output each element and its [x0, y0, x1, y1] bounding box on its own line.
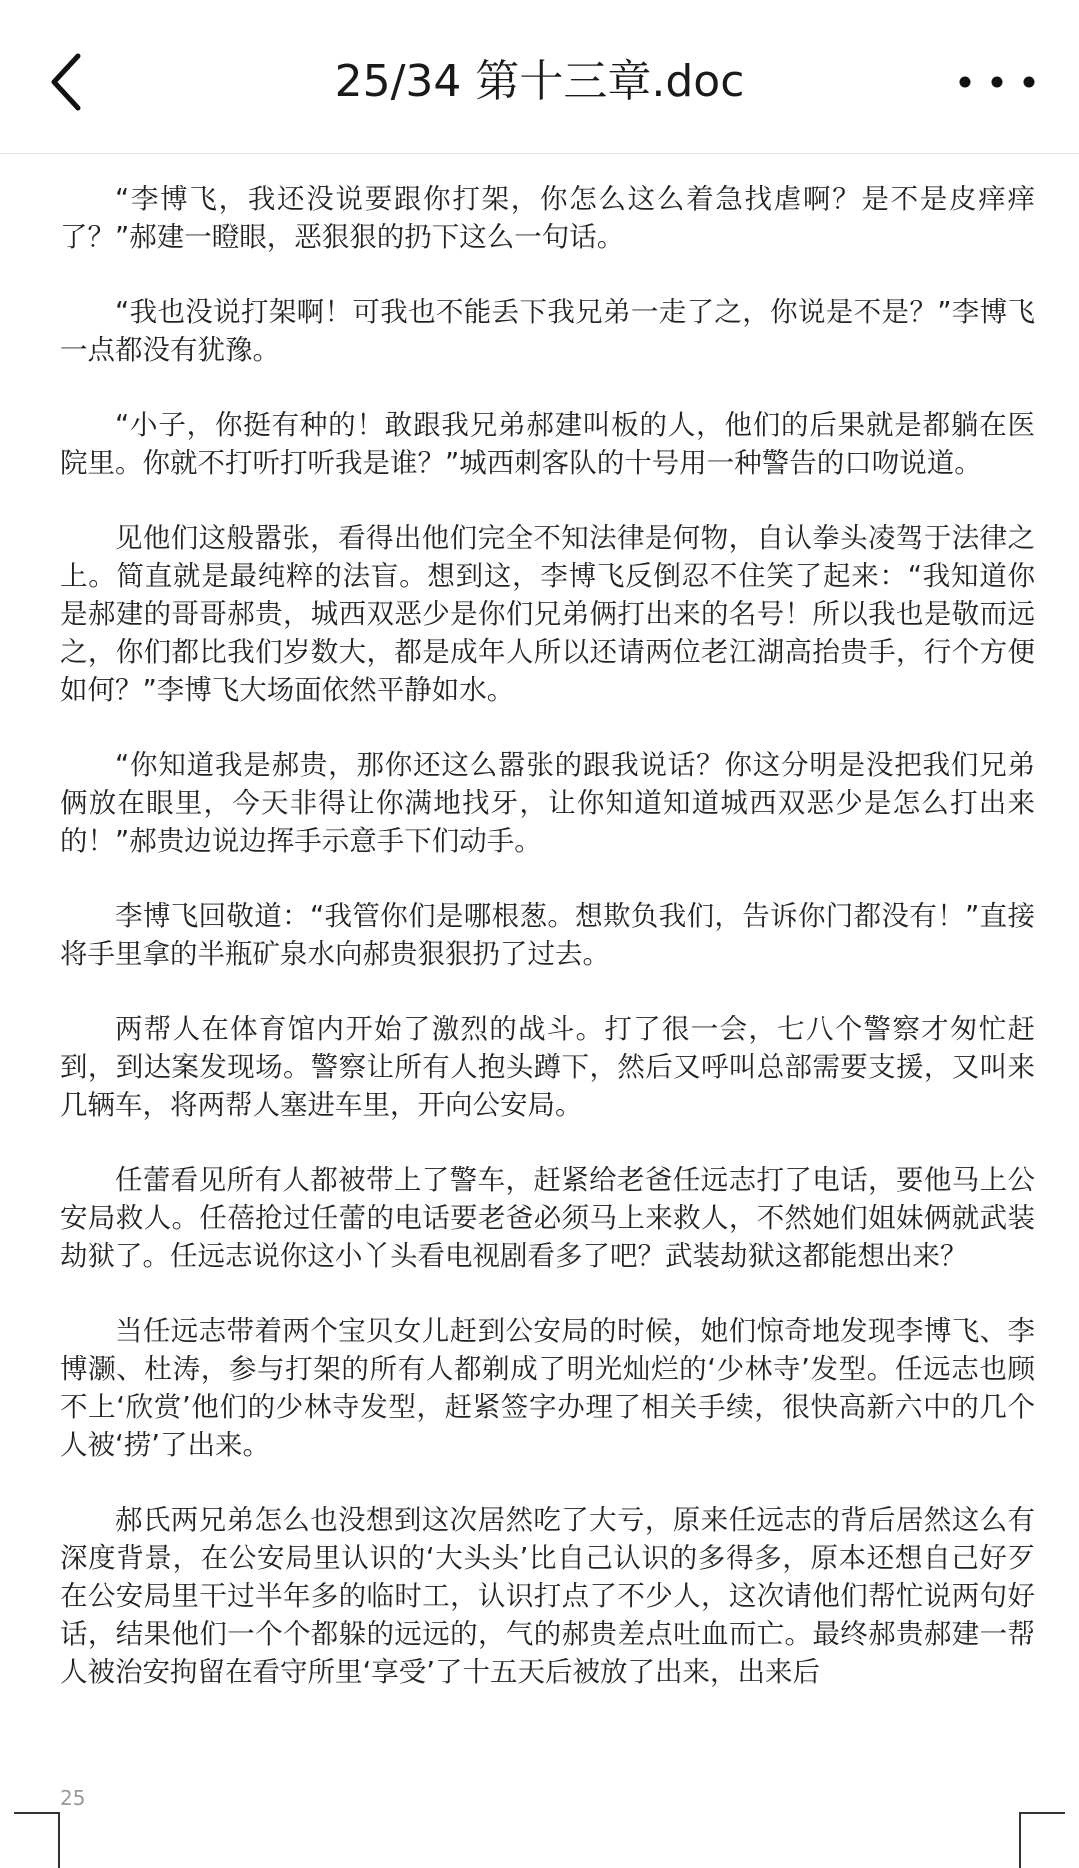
paragraph: “我也没说打架啊！可我也不能丢下我兄弟一走了之，你说是不是？”李博飞一点都没有犹豫。	[60, 296, 1035, 366]
page-number: 25	[60, 1786, 86, 1810]
paragraph: “你知道我是郝贵，那你还这么嚣张的跟我说话？你这分明是没把我们兄弟俩放在眼里，今天非得让你满地找牙，让你知道知道城西双恶少是怎么打出来的！”郝贵边说边挥手示意手下们动手。	[60, 749, 1035, 857]
chevron-left-icon	[40, 48, 100, 116]
paragraph: 两帮人在体育馆内开始了激烈的战斗。打了很一会，七八个警察才匆忙赶到，到达案发现场。警察让所有人抱头蹲下，然后又呼叫总部需要支援，又叫来几辆车，将两帮人塞进车里，开向公安局。	[60, 1013, 1035, 1121]
document-body[interactable]	[60, 180, 1035, 1728]
paragraph: 郝氏两兄弟怎么也没想到这次居然吃了大亏，原来任远志的背后居然这么有深度背景，在公安局里认识的‘大头头’比自己认识的多得多，原本还想自己好歹在公安局里干过半年多的临时工，认识打点了不少人，这次请他们帮忙说两句好话，结果他们一个个都躲的远远的，气的郝贵差点吐血而亡。最终郝贵郝建一帮人被治安拘留在看守所里‘享受’了十五天后被放了出来，出来后	[60, 1504, 1035, 1688]
page-corner-mark-right	[1019, 1812, 1065, 1868]
paragraph: “李博飞，我还没说要跟你打架，你怎么这么着急找虐啊？是不是皮痒痒了？”郝建一瞪眼，恶狠狠的扔下这么一句话。	[60, 183, 1035, 253]
paragraph: 李博飞回敬道：“我管你们是哪根葱。想欺负我们，告诉你门都没有！”直接将手里拿的半瓶矿泉水向郝贵狠狠扔了过去。	[60, 900, 1035, 970]
paragraph: 当任远志带着两个宝贝女儿赶到公安局的时候，她们惊奇地发现李博飞、李博灏、杜涛，参与打架的所有人都剃成了明光灿烂的‘少林寺’发型。任远志也顾不上‘欣赏’他们的少林寺发型，赶紧签字办理了相关手续，很快高新六中的几个人被‘捞’了出来。	[60, 1315, 1035, 1461]
paragraph: 任蕾看见所有人都被带上了警车，赶紧给老爸任远志打了电话，要他马上公安局救人。任蓓抢过任蕾的电话要老爸必须马上来救人，不然她们姐妹俩就武装劫狱了。任远志说你这小丫头看电视剧看多了吧？武装劫狱这都能想出来？	[60, 1164, 1035, 1272]
more-horizontal-icon	[955, 58, 1039, 106]
back-button[interactable]	[40, 48, 100, 116]
paragraph: “小子，你挺有种的！敢跟我兄弟郝建叫板的人，他们的后果就是都躺在医院里。你就不打听打听我是谁？”城西刺客队的十号用一种警告的口吻说道。	[60, 409, 1035, 479]
document-title: 25/34 第十三章.doc	[334, 56, 745, 107]
paragraph: 见他们这般嚣张，看得出他们完全不知法律是何物，自认拳头凌驾于法律之上。简直就是最纯粹的法盲。想到这，李博飞反倒忍不住笑了起来：“我知道你是郝建的哥哥郝贵，城西双恶少是你们兄弟俩打出来的名号！所以我也是敬而远之，你们都比我们岁数大，都是成年人所以还请两位老江湖高抬贵手，行个方便如何？”李博飞大场面依然平静如水。	[60, 522, 1035, 706]
page-corner-mark-left	[14, 1812, 60, 1868]
top-bar	[0, 0, 1079, 154]
more-options-button[interactable]	[955, 58, 1039, 106]
